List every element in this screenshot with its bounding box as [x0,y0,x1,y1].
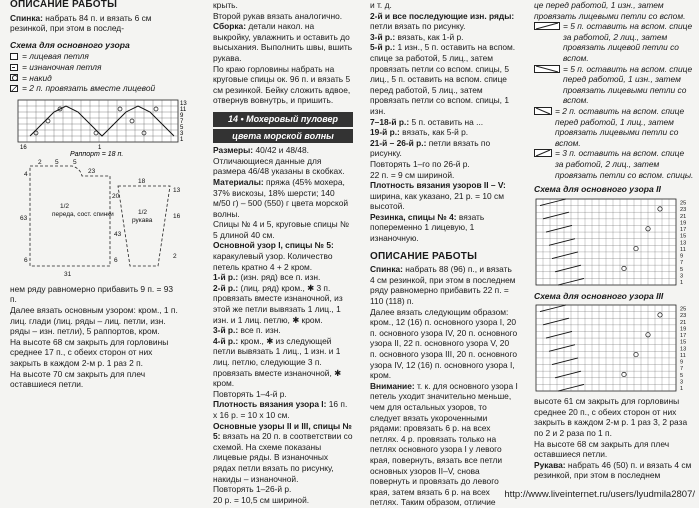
rapport-label: Раппорт = 18 п. [70,150,124,158]
legend-purl: = изнаночная петля [10,62,178,73]
row-3: 3-й р.: все п. изн. [213,325,281,336]
sleeve-label: 1/2 [138,208,148,216]
row-number: 19 [680,326,687,333]
row-7-desc: 7–18-й р.: 5 п. оставить на ... [370,116,484,127]
chart-left-number: 1 [98,144,102,151]
sleeve-text: рукава [132,216,153,224]
row-number: 23 [680,206,687,213]
row-number: 19 [680,220,687,227]
row-label: 11 [180,106,187,113]
density-1: Плотность вязания узора I: 16 п. х 16 р. = 10 х 10 см. [213,399,348,420]
cross-back-icon [534,149,552,157]
dimension: 13 [173,186,181,194]
row-number: 5 [680,266,684,273]
text-line: и т. д. [370,0,392,10]
row-label: 7 [180,118,184,125]
neckline-paragraph-2: высоте 61 см закрыть для горловины среднее 20 п., с обеих сторон от них закрыть в каждом 2-м р. 1 раз 3, 2 раза по 2 и 2 раза по 1 п. [534,396,688,439]
row-label: 13 [180,100,187,107]
attention-paragraph: Внимание: т. к. для основного узора I петель уходит значительно меньше, чем для остальных узоров, то следует вязать укороченными рядами: провязать 6 р. на всех петлях. 4 р. провязать только на петлях основного узора I у левого края, повернуть, вязать все петли основных узоров II–V, снова повернуть и провязать до левого края, затем вязать 6 р. на всех петлях. Таким образом, отличие [370,380,518,508]
row-number: 1 [680,386,684,393]
chart-3-title: Схема для основного узора III [534,290,664,301]
row-number: 23 [680,313,687,320]
row-5-desc: 5-й р.: 1 изн., 5 п. оставить на вспом. спице за работой, 5 лиц., затем провязать петли со вспом. спицы, 5 лиц., 5 п. оставить на вспом. спице перед работой, 5 лиц., затем провязать петли со вспом. спицы, 1 изн. [370,42,516,116]
rib-paragraph: Резинка, спицы № 4: вязать попеременно 1 лицевую, 1 изнаночную. [370,211,485,244]
row-label: 1 [180,136,184,143]
legend-knit: = лицевая петля [10,51,178,62]
row-number: 13 [680,346,687,353]
row-number: 9 [680,359,684,366]
row-2-desc: 2-й и все последующие изн. ряды: петли вязать по рисунку. [370,10,515,32]
dimension: 20 [112,192,120,200]
row-number: 21 [680,213,687,220]
shoulder-paragraph: На высоте 70 см закрыть для плеч оставшиеся петли. [10,368,146,390]
dimension: 31 [64,270,72,278]
cable-legend-item: = 2 п. оставить на вспом. спице перед работой, 1 лиц., затем провязать лицевыми петли со вспом. [534,106,694,148]
cable-legend-item: = 5 п. оставить на вспом. спице перед работой, 1 изн., затем провязать лицевыми петли со вспом. [534,64,694,106]
row-1: 1-й р.: (изн. ряд) все п. изн. [213,272,321,283]
increase-paragraph: нем ряду равномерно прибавить 9 п. = 93 п. [10,283,174,305]
row-number: 7 [680,366,684,373]
text-line: крыть. [213,0,238,10]
back-paragraph: Спинка: набрать 84 п. и вязать 6 см резинкой, при этом в послед- [10,12,152,34]
basic-pattern-1: Основной узор I, спицы № 5: каракулевый узор. Количество петель кратно 4 + 2 кром. [213,240,334,272]
row-number: 13 [680,239,687,246]
cable-front-icon [534,65,560,73]
row-number: 7 [680,259,684,266]
dimension: 4 [24,170,28,178]
dimension: 2 [173,252,177,260]
materials-paragraph: Материалы: пряжа (45% мохера, 37% вискозы, 18% шерсти; 140 м/50 г) – 500 (550) г цвета морской волны. [213,176,349,219]
work-description-heading-2: ОПИСАНИЕ РАБОТЫ [370,250,478,262]
lace-chart [10,96,190,158]
dimension: 16 [173,212,181,220]
column-2 [213,0,353,505]
column-3 [370,0,518,508]
repeat-line-2: Повторять 1–26-й р. [213,484,292,495]
empty-square-icon [10,53,18,60]
row-19-desc: 19-й р.: вязать, как 5-й р. [370,127,469,138]
work-description-heading: ОПИСАНИЕ РАБОТЫ [10,0,118,10]
neckline-paragraph: На высоте 68 см закрыть для горловины среднее 17 п., с обеих сторон от них закрыть в каждом 2-м р. 1 раз 2 п. [10,336,169,368]
cable-legend [534,21,694,180]
chart-left-number: 16 [20,144,27,151]
row-number: 17 [680,333,687,340]
row-number: 17 [680,226,687,233]
dimension: 23 [88,167,96,175]
row-number: 9 [680,253,684,260]
cable-legend-item: = 3 п. оставить на вспом. спице за работой, 2 лиц., затем провязать петли со вспом. спицы. [534,148,694,180]
back-paragraph-2: Спинка: набрать 88 (96) п., и вязать 4 см резинкой, при этом в последнем ряду равномерно прибавить 22 п. = 110 (118) п. [370,264,516,307]
needles-paragraph: Спицы № 4 и 5, круговые спицы № 5 длиной 40 см. [213,219,349,240]
pattern-chart-2 [534,196,694,288]
shoulder-paragraph-2: На высоте 68 см закрыть для плеч оставшиеся петли. [534,438,670,460]
row-number: 21 [680,320,687,327]
row-2: 2-й р.: (лиц. ряд) кром., ✱ 3 п. провязать вместе изнаночной, из этой же петли вывязать 1 лиц., 1 изн. и 1 лиц. петлю, ✱ кром. [213,282,343,325]
width-line: 22 п. = 9 см шириной. [370,169,455,180]
text-line: це перед работой, 1 изн., затем провязать лицевыми петли со вспом. [534,0,686,21]
legend-k2tog: = 2 п. провязать вместе лицевой [10,83,178,94]
column-1 [10,0,187,390]
sleeve-piece [118,186,170,266]
pattern-scheme-title: Схема для основного узора [10,39,130,50]
end-line: 20 р. = 10,5 см шириной. [213,494,310,505]
article-title-bar: 14 • Мохеровый пуловер [213,112,353,127]
legend-yarnover: = накид [10,73,178,84]
density-2-5: Плотность вязания узоров II – V: ширина, как указано, 21 р. = 10 см высотой. [370,180,506,212]
sleeve-paragraph: Рукава: набрать 46 (50) п. и вязать 4 см резинкой, при этом в последнем [534,459,692,481]
row-number: 5 [680,373,684,380]
dimension: 63 [20,214,28,222]
neckband-paragraph: По краю горловины набрать на круговые спицы ок. 96 п. и вязать 5 см резинкой. Бейку сложить вдвое, отвернув вовнутрь, и пришить. [213,63,351,106]
row-4: 4-й р.: кром., ✱ из следующей петли вывязать 1 лиц., 1 изн. и 1 лиц. петлю, следующие 3 п. провязать вместе изнаночной, ✱ кром. [213,335,342,389]
triangle-square-icon [10,85,18,92]
row-number: 25 [680,306,687,313]
dimension: 18 [138,177,146,185]
pattern-chart-3 [534,302,694,394]
basic-patterns-2-3: Основные узоры II и III, спицы № 5: вязать на 20 п. в соответствии со схемой. На схеме показаны лицевые ряды. В изнаночных рядах петли вязать по рисунку, накиды – изнаночной. [213,420,353,484]
sizes-note: Отличающиеся данные для размера 46/48 указаны в скобках. [213,155,345,177]
chart-grid [18,100,178,142]
row-label: 9 [180,112,184,119]
sizes-paragraph: Размеры: 40/42 и 48/48. [213,145,310,156]
row-number: 15 [680,339,687,346]
front-label: 1/2 [60,202,70,210]
row-number: 15 [680,233,687,240]
source-url[interactable]: http://www.liveinternet.ru/users/lyudmila2807/ [504,489,695,500]
garment-pattern [10,158,190,284]
pattern-paragraph: Далее вязать основным узором: кром., 1 п. лиц. глади (лиц. ряды – лиц. петли, изн. ряды – изн. петли), 5 раппортов, кром. [10,304,178,337]
row-3-desc: 3-й р.: вязать, как 1-й р. [370,31,464,42]
text-line: Второй рукав вязать аналогично. [213,10,343,21]
row-number: 11 [680,353,686,360]
further-paragraph: Далее вязать следующим образом: кром., 12 (16) п. основного узора I, 20 п. основного узора IV, 20 п. основного узора II, 22 п. основного узора V, 20 п. основного узора III, 20 п. основного узора IV, 12 (16) п. основного узора I, кром. [370,306,518,381]
dimension: 6 [24,256,28,264]
row-number: 11 [680,246,686,253]
row-21-desc: 21-й – 26-й р.: петли вязать по рисунку. [370,137,491,159]
chart-2-title: Схема для основного узора II [534,184,661,195]
repeat-line: Повторять 1–4-й р. [213,388,287,399]
circle-square-icon [10,74,18,81]
row-number: 25 [680,200,687,207]
cable-back-icon [534,22,560,30]
dimension: 2 [38,158,42,166]
row-number: 1 [680,279,684,286]
row-label: 5 [180,124,184,131]
cross-front-icon [534,107,552,115]
cable-legend-item: = 5 п. оставить на вспом. спице за работой, 2 лиц., затем провязать лицевой петли со вспом. [534,21,694,63]
row-number: 3 [680,273,684,280]
dimension: 43 [114,230,122,238]
dash-square-icon [10,64,18,71]
dimension: 5 [55,158,59,166]
assembly-paragraph: Сборка: детали накол. на выкройку, увлажнить и оставить до высыхания. Выполнить швы, вшить рукава. [213,21,353,63]
dimension: 5 [73,158,77,166]
front-text: переда, сост. спинки [52,210,114,218]
row-number: 3 [680,379,684,386]
row-label: 3 [180,130,184,137]
legend [10,51,178,93]
article-subtitle-bar: цвета морской волны [213,129,353,144]
dimension: 6 [114,256,118,264]
repeat-line: Повторять 1–го по 26-й р. [370,158,470,169]
column-4 [534,0,694,481]
